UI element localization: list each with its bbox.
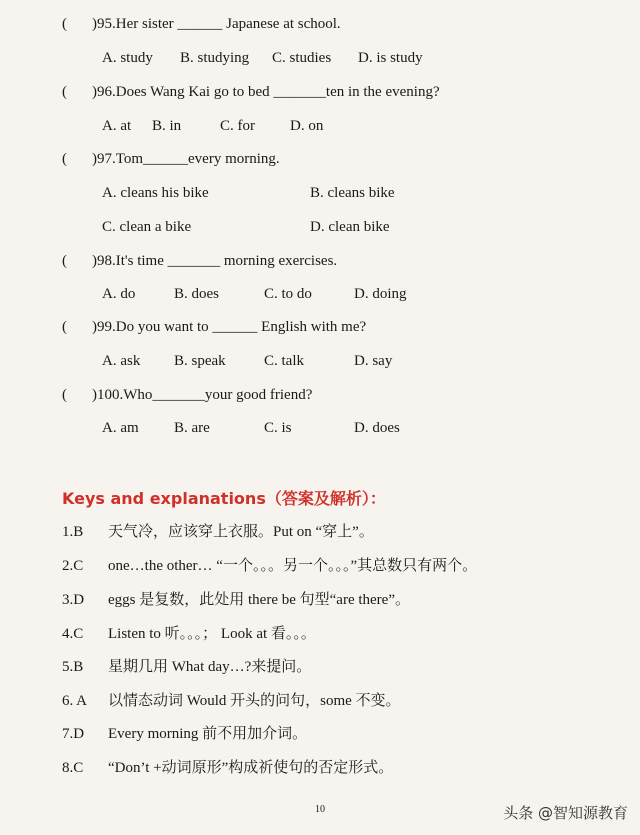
key-item [62, 756, 393, 777]
key-item [62, 554, 477, 575]
answer-blank: ( [62, 253, 67, 269]
answer-blank: ( [62, 84, 67, 100]
option-a: A. at [102, 118, 132, 134]
option-b: B. cleans bike [310, 185, 395, 201]
key-number: 4.C [62, 626, 84, 642]
option-a: A. cleans his bike [102, 185, 209, 201]
option-d: D. doing [354, 286, 407, 302]
answer-blank: ( [62, 151, 67, 167]
watermark: 头条 @智知源教育 [503, 804, 628, 822]
question-stem: )97.Tom______every morning. [92, 151, 280, 167]
key-item [62, 689, 401, 710]
option-c: C. talk [264, 353, 304, 369]
question-stem: )98.It's time _______ morning exercises. [92, 253, 338, 269]
question-98 [62, 253, 337, 270]
option-d: D. say [354, 353, 393, 369]
option-c: C. is [264, 420, 292, 436]
answer-blank: ( [62, 319, 67, 335]
question-99 [62, 319, 366, 336]
option-b: B. studying [180, 50, 250, 66]
option-a: A. ask [102, 353, 141, 369]
key-explanation: one…the other… “一个。。。另一个。。。”其总数只有两个。 [108, 558, 478, 574]
key-item [62, 622, 316, 643]
key-number: 1.B [62, 524, 84, 540]
key-number: 8.C [62, 760, 84, 776]
option-c: C. studies [272, 50, 332, 66]
question-stem: )100.Who_______your good friend? [92, 387, 313, 403]
question-stem: )96.Does Wang Kai go to bed _______ten in the evening? [92, 84, 440, 100]
option-b: B. in [152, 118, 182, 134]
key-explanation: eggs 是复数，此处用 there be 句型“are there”。 [108, 592, 410, 608]
key-item [62, 588, 410, 609]
question-stem: )95.Her sister ______ Japanese at school. [92, 16, 341, 32]
key-explanation: 以情态动词 Would 开头的问句，some 不变。 [108, 693, 401, 709]
option-d: D. clean bike [310, 219, 390, 235]
option-b: B. does [174, 286, 219, 302]
option-d: D. does [354, 420, 400, 436]
key-explanation: “Don’t +动词原形”构成祈使句的否定形式。 [108, 760, 394, 776]
key-item [62, 655, 311, 676]
key-explanation: 天气冷，应该穿上衣服。Put on “穿上”。 [108, 524, 374, 540]
question-96 [62, 84, 440, 101]
question-stem: )99.Do you want to ______ English with me? [92, 319, 367, 335]
key-number: 3.D [62, 592, 85, 608]
option-d: D. is study [358, 50, 423, 66]
answer-blank: ( [62, 387, 67, 403]
key-item [62, 722, 307, 743]
page-number: 10 [315, 804, 325, 815]
key-explanation: 星期几用 What day…?来提问。 [108, 659, 312, 675]
option-d: D. on [290, 118, 324, 134]
answer-blank: ( [62, 16, 67, 32]
keys-heading: Keys and explanations（答案及解析）： [62, 489, 386, 508]
question-97 [62, 151, 280, 168]
key-number: 5.B [62, 659, 84, 675]
key-number: 7.D [62, 726, 85, 742]
option-a: A. do [102, 286, 136, 302]
option-b: B. are [174, 420, 210, 436]
question-95 [62, 16, 341, 33]
option-b: B. speak [174, 353, 226, 369]
option-a: A. study [102, 50, 153, 66]
key-item [62, 520, 374, 541]
question-100 [62, 387, 312, 404]
key-number: 2.C [62, 558, 84, 574]
option-c: C. clean a bike [102, 219, 192, 235]
key-explanation: Listen to 听。。。； Look at 看。。。 [108, 626, 316, 642]
option-c: C. to do [264, 286, 312, 302]
option-c: C. for [220, 118, 255, 134]
key-explanation: Every morning 前不用加介词。 [108, 726, 308, 742]
option-a: A. am [102, 420, 139, 436]
key-number: 6. A [62, 693, 88, 709]
